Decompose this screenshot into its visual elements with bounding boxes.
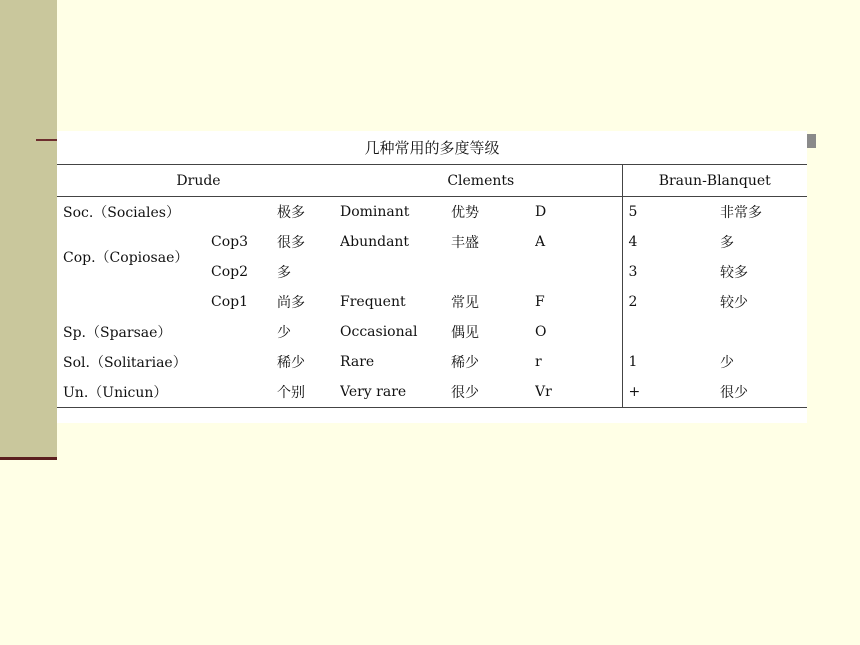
clements-name: Dominant [340,204,410,220]
bb-value: 2 [622,287,720,317]
bb-cn: 较少 [720,295,748,311]
drude-name: Sp.（Sparsae） [63,325,172,341]
drude-sub [211,317,277,347]
header-drude: Drude [57,165,340,197]
bb-cn: 少 [720,355,734,371]
drude-name: Sol.（Solitariae） [63,355,187,371]
drude-cn: 个别 [277,377,340,408]
table-row [57,347,807,377]
bb-cn [720,317,807,347]
table-title-row [57,131,807,165]
clements-abbr: D [535,204,547,220]
drude-cn: 极多 [277,205,305,221]
bb-cn: 较多 [720,265,748,281]
clements-cn: 很少 [451,377,535,408]
drude-sub: Cop1 [211,294,249,310]
table-row [57,317,807,347]
bb-value: 5 [622,197,720,228]
clements-abbr [535,257,622,287]
clements-cn: 偶见 [451,325,479,341]
drude-name [57,287,211,317]
drude-cn: 少 [277,325,291,341]
table-header-row [57,165,807,197]
clements-name: Frequent [340,294,406,310]
header-clements: Clements [340,165,622,197]
clements-abbr: A [535,234,546,250]
drude-sub: Cop3 [211,234,249,250]
table-row [57,377,807,408]
table [57,131,807,408]
clements-cn: 优势 [451,205,479,221]
bb-cn: 非常多 [720,205,762,221]
drude-cn: 多 [277,265,291,281]
clements-name: Occasional [340,324,418,340]
clements-cn [451,257,535,287]
drude-cn: 稀少 [277,355,305,371]
bb-value: 4 [622,227,720,257]
table-row [57,287,807,317]
clements-cn: 常见 [451,295,479,311]
clements-abbr: Vr [535,377,622,408]
slide-left-bar-underline [0,457,57,460]
drude-name: Soc.（Sociales） [63,205,180,221]
bb-value: 3 [622,257,720,287]
bb-value [622,317,720,347]
bb-cn: 多 [720,235,734,251]
drude-sub [211,347,277,377]
clements-name: Abundant [340,234,410,250]
drude-sub: Cop2 [211,264,249,280]
clements-abbr: F [535,294,545,310]
bb-value: + [622,377,720,408]
right-accent-block [807,134,816,148]
drude-sub [211,197,277,228]
drude-name: Un.（Unicun） [57,377,211,408]
bb-value: 1 [622,347,720,377]
clements-abbr: r [535,354,542,370]
table-row [57,197,807,228]
drude-cn: 很多 [277,235,305,251]
header-braun-blanquet: Braun-Blanquet [622,165,807,197]
drude-name: Cop.（Copiosae） [63,250,189,266]
table-title: 几种常用的多度等级 [57,131,807,165]
clements-name: Rare [340,354,375,370]
bb-cn: 很少 [720,377,807,408]
drude-cn: 尚多 [277,295,305,311]
drude-sub [211,377,277,408]
clements-name: Very rare [340,377,451,408]
table-row [57,227,807,257]
clements-name [340,257,451,287]
abundance-scale-table [57,131,807,423]
clements-cn: 丰盛 [451,235,479,251]
slide-left-bar [0,0,57,460]
clements-cn: 稀少 [451,355,479,371]
clements-abbr: O [535,324,547,340]
